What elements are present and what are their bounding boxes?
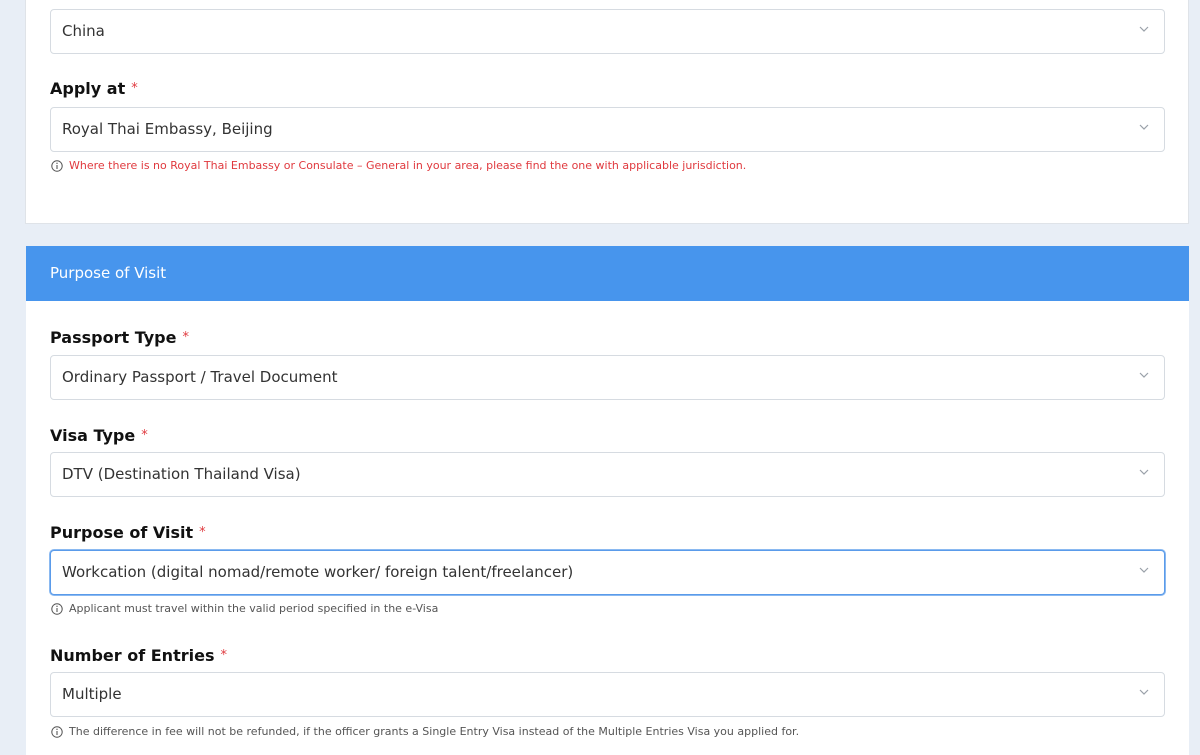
apply-at-label <box>50 79 138 99</box>
number-of-entries-label <box>50 646 227 666</box>
info-icon <box>51 603 63 615</box>
required-asterisk: * <box>220 648 227 663</box>
apply-at-select[interactable] <box>50 107 1165 152</box>
info-icon <box>51 726 63 738</box>
number-of-entries-hint-text: The difference in fee will not be refunded, if the officer grants a Single Entry Visa instead of the Multiple Entries Visa you applied for. <box>69 725 800 738</box>
chevron-down-icon <box>1138 466 1150 478</box>
purpose-of-visit-select[interactable] <box>50 550 1165 595</box>
apply-at-hint <box>51 159 746 173</box>
purpose-of-visit-select-value: Workcation (digital nomad/remote worker/ foreign talent/freelancer) <box>62 563 574 581</box>
passport-type-label-text: Passport Type <box>50 328 177 347</box>
visa-type-select-value: DTV (Destination Thailand Visa) <box>62 465 301 483</box>
info-icon <box>51 160 63 172</box>
passport-type-select[interactable] <box>50 355 1165 400</box>
country-select-value: China <box>62 22 105 40</box>
required-asterisk: * <box>199 525 206 540</box>
chevron-down-icon <box>1138 23 1150 35</box>
number-of-entries-select-value: Multiple <box>62 685 122 703</box>
passport-type-select-value: Ordinary Passport / Travel Document <box>62 368 338 386</box>
apply-at-hint-text: Where there is no Royal Thai Embassy or Consulate – General in your area, please find the one with applicable jurisdiction. <box>69 159 747 172</box>
purpose-of-visit-label <box>50 523 206 543</box>
chevron-down-icon <box>1138 564 1150 576</box>
chevron-down-icon <box>1138 686 1150 698</box>
apply-at-label-text: Apply at <box>50 79 126 98</box>
chevron-down-icon <box>1138 121 1150 133</box>
number-of-entries-select[interactable] <box>50 672 1165 717</box>
required-asterisk: * <box>182 330 189 345</box>
passport-type-label <box>50 328 189 348</box>
number-of-entries-label-text: Number of Entries <box>50 646 215 665</box>
purpose-of-visit-label-text: Purpose of Visit <box>50 523 194 542</box>
visa-type-label-text: Visa Type <box>50 426 136 445</box>
country-select[interactable] <box>50 9 1165 54</box>
visa-type-label <box>50 426 148 446</box>
section-header: Purpose of Visit <box>26 246 1189 301</box>
visa-type-select[interactable] <box>50 452 1165 497</box>
required-asterisk: * <box>141 428 148 443</box>
number-of-entries-hint <box>51 725 799 739</box>
apply-at-select-value: Royal Thai Embassy, Beijing <box>62 120 273 138</box>
purpose-of-visit-hint-text: Applicant must travel within the valid period specified in the e-Visa <box>69 602 439 615</box>
chevron-down-icon <box>1138 369 1150 381</box>
purpose-of-visit-hint <box>51 602 438 616</box>
required-asterisk: * <box>131 81 138 96</box>
